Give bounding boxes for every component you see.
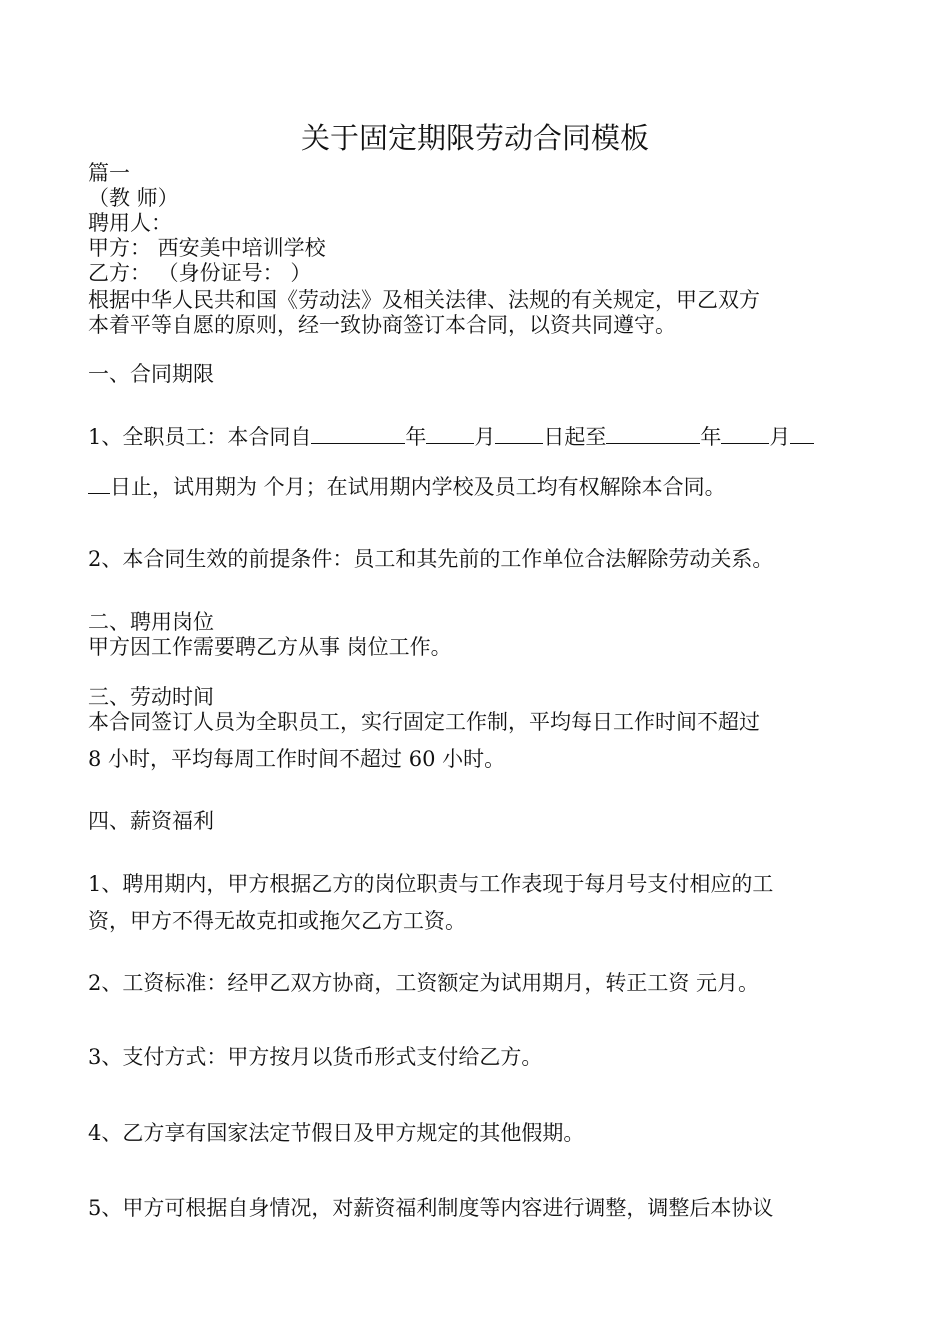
section4-item4: 4、乙方享有国家法定节假日及甲方规定的其他假期。 bbox=[88, 1121, 585, 1145]
end-day-blank bbox=[790, 423, 814, 444]
section1-heading: 一、合同期限 bbox=[88, 362, 214, 386]
section4-item3: 3、支付方式：甲方按月以货币形式支付给乙方。 bbox=[88, 1045, 543, 1069]
day-from-label: 日起至 bbox=[543, 425, 607, 449]
section4-item1-line2: 资，甲方不得无故克扣或拖欠乙方工资。 bbox=[88, 909, 466, 933]
party-b: 乙方： （身份证号： ） bbox=[88, 261, 312, 285]
start-day-blank bbox=[495, 423, 543, 444]
section4-item5: 5、甲方可根据自身情况，对薪资福利制度等内容进行调整，调整后本协议 bbox=[88, 1196, 774, 1220]
role-label: （教 师） bbox=[88, 186, 179, 210]
section3-line2: 8 小时，平均每周工作时间不超过 60 小时。 bbox=[88, 747, 506, 771]
section3-heading: 三、劳动时间 bbox=[88, 685, 214, 709]
end-year-blank bbox=[606, 423, 700, 444]
section4-item2: 2、工资标准：经甲乙双方协商，工资额定为试用期月，转正工资 元月。 bbox=[88, 971, 760, 995]
end-day-blank-cont bbox=[88, 473, 110, 494]
document-title: 关于固定期限劳动合同模板 bbox=[300, 121, 649, 155]
section1-item1-line2 bbox=[88, 473, 878, 500]
section2-heading: 二、聘用岗位 bbox=[88, 610, 214, 634]
month-label: 月 bbox=[474, 425, 496, 449]
start-month-blank bbox=[426, 423, 474, 444]
section3-line1: 本合同签订人员为全职员工，实行固定工作制，平均每日工作时间不超过 bbox=[88, 710, 760, 734]
month-label: 月 bbox=[769, 425, 791, 449]
section4-item1-line1: 1、聘用期内，甲方根据乙方的岗位职责与工作表现于每月号支付相应的工 bbox=[88, 872, 774, 896]
section1-item2: 2、本合同生效的前提条件：员工和其先前的工作单位合法解除劳动关系。 bbox=[88, 547, 774, 571]
end-month-blank bbox=[721, 423, 769, 444]
start-year-blank bbox=[311, 423, 405, 444]
part-label: 篇一 bbox=[88, 161, 130, 185]
section4-heading: 四、薪资福利 bbox=[88, 809, 214, 833]
year-label: 年 bbox=[700, 425, 722, 449]
intro-line-2: 本着平等自愿的原则，经一致协商签订本合同，以资共同遵守。 bbox=[88, 313, 676, 337]
section2-text: 甲方因工作需要聘乙方从事 岗位工作。 bbox=[88, 635, 452, 659]
item1-line2-text: 日止，试用期为 个月；在试用期内学校及员工均有权解除本合同。 bbox=[110, 475, 726, 499]
item1-prefix: 1、全职员工：本合同自 bbox=[88, 425, 312, 449]
employer-label: 聘用人： bbox=[88, 211, 172, 235]
intro-line-1: 根据中华人民共和国《劳动法》及相关法律、法规的有关规定，甲乙双方 bbox=[88, 288, 760, 312]
section1-item1-line1 bbox=[88, 423, 878, 450]
party-a: 甲方： 西安美中培训学校 bbox=[88, 236, 326, 260]
year-label: 年 bbox=[405, 425, 427, 449]
